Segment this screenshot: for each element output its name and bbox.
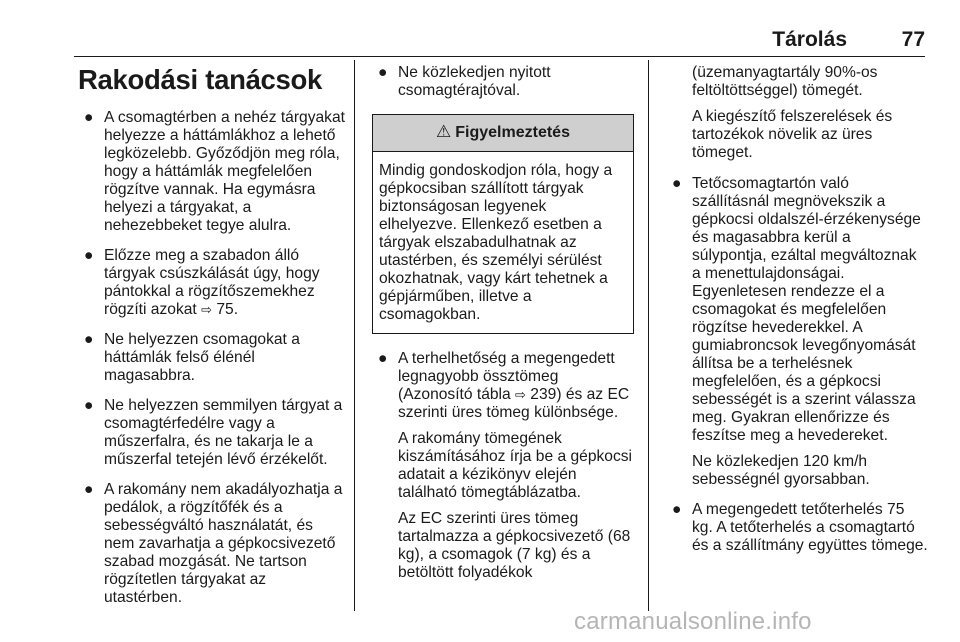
page-ref-arrow-icon: ⇨ [515,387,526,402]
bullet-icon: ● [672,175,682,192]
list-item: ● A terhelhetőség a megengedett legnagyobb össztömeg (Azonosító tábla ⇨ 239) és az EC szerinti üres tömeg különbsége. A rakomány tömegének kiszámításához írja be a gépkocsi adatait a kézikönyv elején található tömegtáblázatba. Az EC szerinti üres tömeg tartalmazza a gépkocsivezető (68 kg), a csomagok (7 kg) és a betöltött folyadékok [378,350,633,581]
bullet-icon: ● [84,247,94,264]
bullet-icon: ● [84,397,94,414]
bullet-icon: ● [672,501,682,518]
paragraph: Ne közlekedjen 120 km/h sebességnél gyorsabban. [692,453,870,488]
list-item: ● Ne helyezzen csomagokat a háttámlák felső élénél magasabbra. [84,331,300,384]
column-divider-2 [648,60,649,611]
bullet-icon: ● [84,481,94,498]
paragraph: A rakomány tömegének kiszámításához írja be a gépkocsi adatait a kézikönyv elején található tömegtáblázatba. [398,430,633,501]
paragraph: A kiegészítő felszerelések és tartozékok növelik az üres tömeget. [692,108,893,161]
column-2 [372,64,634,582]
bullet-icon: ● [84,331,94,348]
list-item: ● Előzze meg a szabadon álló tárgyak csúszkálását úgy, hogy pántokkal a rögzítőszemekhez rögzíti azokat ⇨ 75. [84,247,320,318]
column-divider-1 [354,60,355,611]
paragraph: (üzemanyagtartály 90%-os feltöltöttséggel) tömegét. [692,64,878,99]
paragraph: Az EC szerinti üres tömeg tartalmazza a gépkocsivezető (68 kg), a csomagok (7 kg) és a betöltött folyadékok [398,510,631,581]
column-1 [78,64,346,619]
page-title: Rakodási tanácsok [78,64,323,95]
warning-box [372,114,634,334]
page-header [74,28,925,54]
list-item: ● A rakomány nem akadályozhatja a pedálok, a rögzítőfék és a sebességváltó használatát, és nem zavarhatja a gépkocsivezető szabad mozgását. Ne tartson rögzítetlen tárgyakat az utastérben. [84,481,343,606]
column-3 [666,64,928,567]
warning-title: ⚠ Figyelmeztetés [373,115,633,152]
list-item: ● A megengedett tetőterhelés 75 kg. A tetőterhelés a csomagtartó és a szállítmány együttes tömege. [672,501,928,554]
header-rule [74,56,925,57]
bullet-icon: ● [378,350,388,367]
watermark: carmanualsonline.info [574,608,812,635]
warning-triangle-icon: ⚠ [436,122,452,141]
list-item: ● A csomagtérben a nehéz tárgyakat helyezze a háttámlákhoz a lehető legközelebb. Győződjön meg róla, hogy a háttámlák megfelelően rögzítve vannak. Ha egymásra helyezi a tárgyakat, a nehezebbeket tegye alulra. [84,109,345,234]
section-title: Tárolás [772,28,847,51]
list-item: ● Tetőcsomagtartón való szállításnál megnövekszik a gépkocsi oldalszél-érzékenysége és magasabbra kerül a súlypontja, ezáltal megváltoznak a menettulajdonságai. Egyenletesen rendezze el a csomagokat és megfelelően rögzítse hevederekkel. A gumiabroncsok levegőnyomását állítsa be a terhelésnek megfelelően, és a gépkocsi sebességét is a szerint válassza meg. Gyakran ellenőrizze és feszítse meg a hevedereket. Ne közlekedjen 120 km/h sebességnél gyorsabban. [666,175,928,489]
loading-tips-list [78,109,346,607]
page-ref-link[interactable]: 75. [216,301,239,318]
list-item: ● Ne közlekedjen nyitott csomagtérajtóval. [378,64,551,99]
list-item: ● Ne helyezzen semmilyen tárgyat a csomagtérfedélre vagy a műszerfalra, és ne takarja le a műszerfal tetején lévő érzékelőt. [84,397,343,468]
warning-body: Mindig gondoskodjon róla, hogy a gépkocsiban szállított tárgyak biztonságosan legyenek elhelyezve. Ellenkező esetben a tárgyak elszabadulhatnak az utastérben, és személyi sérülést okozhatnak, vagy kárt tehetnek a gépjárműben, illetve a csomagokban. [379,162,613,323]
page-ref-arrow-icon: ⇨ [201,302,212,317]
bullet-icon: ● [84,109,94,126]
page-number: 77 [901,28,925,51]
bullet-icon: ● [378,64,388,81]
page-ref-link[interactable]: 239 [530,386,557,403]
